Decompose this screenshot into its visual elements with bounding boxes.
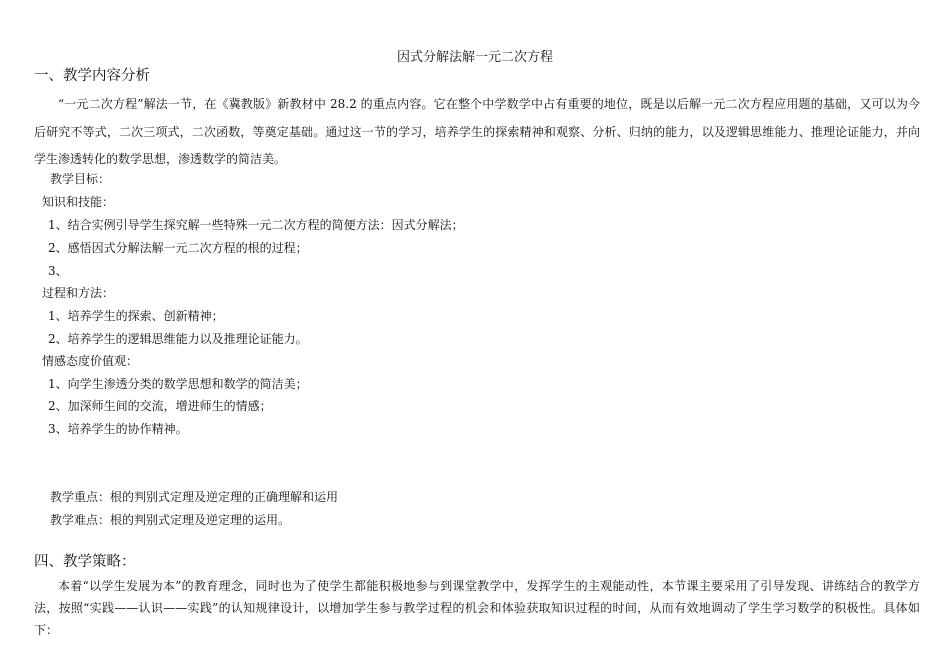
process-methods-label: 过程和方法： [42, 286, 115, 300]
emotion-item: 3、培养学生的协作精神。 [48, 422, 188, 436]
section-heading-teaching-strategy: 四、教学策略： [34, 554, 136, 570]
strategy-paragraph: 本着“以学生发展为本”的教育理念，同时也为了使学生都能积极地参与到课堂教学中，发挥学生的主观能动性，本节课主要采用了引导发现、讲练结合的教学方法，按照“实践——认识——实践”的认知规律设计，以增加学生参与教学过程的机会和体验获取知识过程的时间，从而有效地调动了学生学习数学的积极性。具体如下： [34, 579, 920, 637]
process-item: 2、培养学生的逻辑思维能力以及推理论证能力。 [48, 332, 308, 346]
section-heading-teaching-content-analysis: 一、教学内容分析 [34, 68, 150, 84]
emotion-item: 2、加深师生间的交流，增进师生的情感； [48, 399, 272, 413]
objectives-label: 教学目标： [50, 172, 111, 186]
knowledge-item: 2、感悟因式分解法解一元二次方程的根的过程； [48, 241, 308, 255]
knowledge-item: 3、 [48, 264, 68, 278]
knowledge-item: 1、结合实例引导学生探究解一些特殊一元二次方程的简便方法：因式分解法； [48, 218, 464, 232]
knowledge-skills-label: 知识和技能： [42, 195, 115, 209]
document-title: 因式分解法解一元二次方程 [396, 50, 553, 65]
teaching-key-point: 教学重点：根的判别式定理及逆定理的正确理解和运用 [50, 490, 339, 504]
teaching-difficult-point: 教学难点：根的判别式定理及逆定理的运用。 [50, 513, 291, 527]
intro-paragraph: “一元二次方程”解法一节，在《冀教版》新教材中 28.2 的重点内容。它在整个中学数学中占有重要的地位，既是以后解一元二次方程应用题的基础，又可以为今后研究不等式，二次三项式，二次函数，等奠定基础。通过这一节的学习，培养学生的探索精神和观察、分析、归纳的能力，以及逻辑思维能力、推理论证能力，并向学生渗透转化的数学思想，渗透数学的简洁美。 [34, 97, 920, 166]
emotion-values-label: 情感态度价值观： [42, 354, 139, 368]
process-item: 1、培养学生的探索、创新精神； [48, 309, 224, 323]
emotion-item: 1、向学生渗透分类的数学思想和数学的简洁美； [48, 377, 308, 391]
